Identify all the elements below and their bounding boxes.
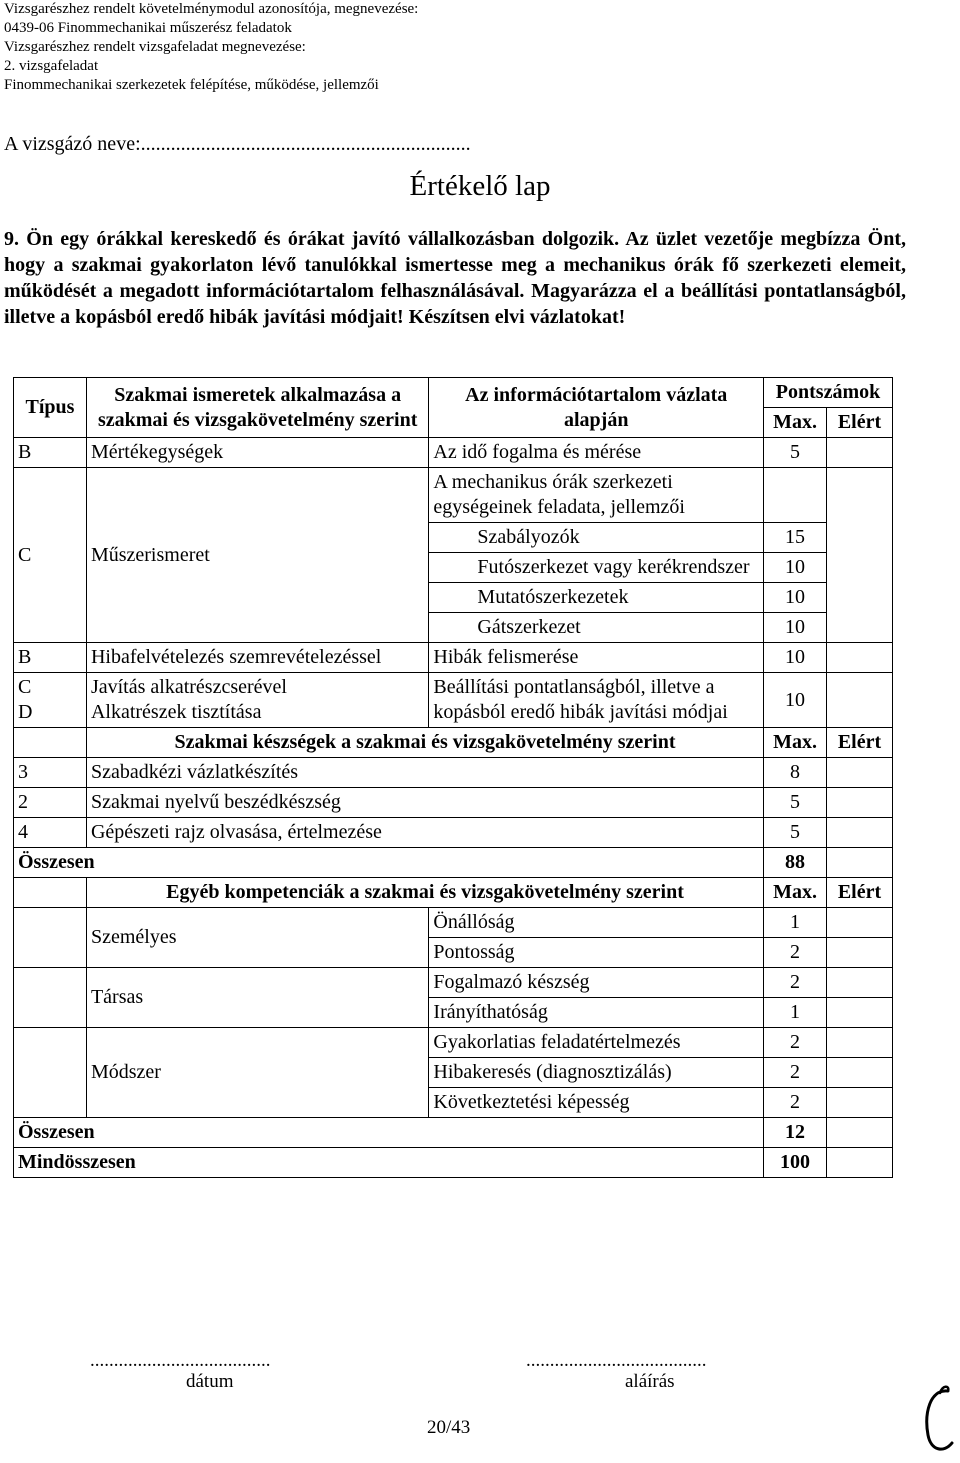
table-row [14, 908, 893, 938]
header-achieved: Elért [827, 408, 893, 438]
sub-item: Futószerkezet vagy kerékrendszer [429, 553, 764, 583]
task-description: 9. Ön egy órákkal kereskedő és órákat javító vállalkozásban dolgozik. Az üzlet vezetője megbízza Önt, hogy a szakmai gyakorlaton lévő tanulókkal ismertesse meg a mechanikus órák fő szerkezeti elemeit, működését a megadott információtartalom felhasználásával. Magyarázza el a beállítási pontatlanságból, illetve a kopásból eredő hibák javítási módjait! Készítsen elvi vázlatokat! [4, 228, 906, 328]
total-value: 88 [764, 848, 827, 878]
header-info: Az információtartalom vázlata alapján [429, 378, 764, 438]
row-skill: Hibafelvételezés szemrevételezéssel [86, 643, 428, 673]
row-skill: Műszerismeret [86, 468, 428, 643]
row-info: Beállítási pontatlanságból, illetve a kopásból eredő hibák javítási módjai [429, 673, 764, 728]
row-achieved [827, 468, 893, 643]
row-type: 3 [14, 758, 87, 788]
header-skill: Szakmai ismeretek alkalmazása a szakmai és vizsgakövetelmény szerint [86, 378, 428, 438]
row-type: B [14, 643, 87, 673]
sub-item: Gátszerkezet [429, 613, 764, 643]
row-skill: Gépészeti rajz olvasása, értelmezése [86, 818, 763, 848]
grand-total-value: 100 [764, 1148, 827, 1178]
row-type: 4 [14, 818, 87, 848]
sub-max: 10 [764, 583, 827, 613]
header-max: Max. [764, 728, 827, 758]
table-row [14, 643, 893, 673]
evaluation-table [13, 377, 893, 1178]
item-label: Pontosság [429, 938, 764, 968]
header-line-4: 2. vizsgafeladat [4, 58, 99, 74]
row-skill: Javítás alkatrészcserével Alkatrészek tisztítása [86, 673, 428, 728]
table-row [14, 438, 893, 468]
item-label: Irányíthatóság [429, 998, 764, 1028]
item-max: 2 [764, 1058, 827, 1088]
sub-max: 10 [764, 613, 827, 643]
row-max: 5 [764, 818, 827, 848]
total-label: Összesen [14, 1118, 764, 1148]
item-max: 2 [764, 938, 827, 968]
sub-max: 15 [764, 523, 827, 553]
row-type: B [14, 438, 87, 468]
table-row [14, 818, 893, 848]
row-info: Hibák felismerése [429, 643, 764, 673]
grand-total-label: Mindösszesen [14, 1148, 764, 1178]
row-achieved [827, 438, 893, 468]
total-row [14, 1118, 893, 1148]
date-label: dátum [186, 1371, 234, 1392]
item-max: 1 [764, 908, 827, 938]
date-dots: ...................................... [90, 1350, 271, 1371]
candidate-name-line: A vizsgázó neve:.................................................................. [4, 133, 471, 155]
item-label: Hibakeresés (diagnosztizálás) [429, 1058, 764, 1088]
signature-label: aláírás [625, 1371, 675, 1392]
row-max: 5 [764, 438, 827, 468]
row-type: 2 [14, 788, 87, 818]
section-title: Egyéb kompetenciák a szakmai és vizsgakövetelmény szerint [86, 878, 763, 908]
header-line-5: Finommechanikai szerkezetek felépítése, működése, jellemzői [4, 77, 379, 93]
sub-item: Mutatószerkezetek [429, 583, 764, 613]
table-header-row [14, 378, 893, 408]
sub-max: 10 [764, 553, 827, 583]
header-max: Max. [764, 408, 827, 438]
total-row [14, 848, 893, 878]
section-header-skills [14, 728, 893, 758]
table-row [14, 1028, 893, 1058]
row-max: 10 [764, 673, 827, 728]
table-row [14, 968, 893, 998]
group-label: Módszer [86, 1028, 428, 1118]
header-achieved: Elért [827, 728, 893, 758]
section-title: Szakmai készségek a szakmai és vizsgakövetelmény szerint [86, 728, 763, 758]
item-label: Önállóság [429, 908, 764, 938]
row-skill: Mértékegységek [86, 438, 428, 468]
item-max: 2 [764, 968, 827, 998]
row-type: C D [14, 673, 87, 728]
header-points: Pontszámok [764, 378, 893, 408]
group-label: Személyes [86, 908, 428, 968]
header-achieved: Elért [827, 878, 893, 908]
section-header-competencies [14, 878, 893, 908]
page-title: Értékelő lap [409, 170, 551, 202]
row-max: 5 [764, 788, 827, 818]
total-label: Összesen [14, 848, 764, 878]
header-line-2: 0439-06 Finommechanikai műszerész feladatok [4, 20, 292, 36]
row-achieved [827, 643, 893, 673]
sub-item: Szabályozók [429, 523, 764, 553]
row-skill: Szabadkézi vázlatkészítés [86, 758, 763, 788]
handwritten-mark-icon [918, 1383, 958, 1458]
row-max: 10 [764, 643, 827, 673]
row-type: C [14, 468, 87, 643]
item-max: 2 [764, 1028, 827, 1058]
table-row [14, 673, 893, 728]
row-info: Az idő fogalma és mérése [429, 438, 764, 468]
header-type: Típus [14, 378, 87, 438]
page-number: 20/43 [427, 1417, 471, 1438]
item-label: Következtetési képesség [429, 1088, 764, 1118]
table-row [14, 758, 893, 788]
item-max: 1 [764, 998, 827, 1028]
header-line-1: Vizsgarészhez rendelt követelménymodul azonosítója, megnevezése: [4, 1, 419, 17]
row-achieved [827, 673, 893, 728]
item-max: 2 [764, 1088, 827, 1118]
grand-total-row [14, 1148, 893, 1178]
table-row [14, 468, 893, 523]
group-label: Társas [86, 968, 428, 1028]
header-line-3: Vizsgarészhez rendelt vizsgafeladat megnevezése: [4, 39, 306, 55]
row-info: A mechanikus órák szerkezeti egységeinek feladata, jellemzői [429, 468, 764, 523]
item-label: Fogalmazó készség [429, 968, 764, 998]
total-value: 12 [764, 1118, 827, 1148]
row-skill: Szakmai nyelvű beszédkészség [86, 788, 763, 818]
signature-dots: ...................................... [526, 1350, 707, 1371]
table-row [14, 788, 893, 818]
header-max: Max. [764, 878, 827, 908]
item-label: Gyakorlatias feladatértelmezés [429, 1028, 764, 1058]
row-max: 8 [764, 758, 827, 788]
